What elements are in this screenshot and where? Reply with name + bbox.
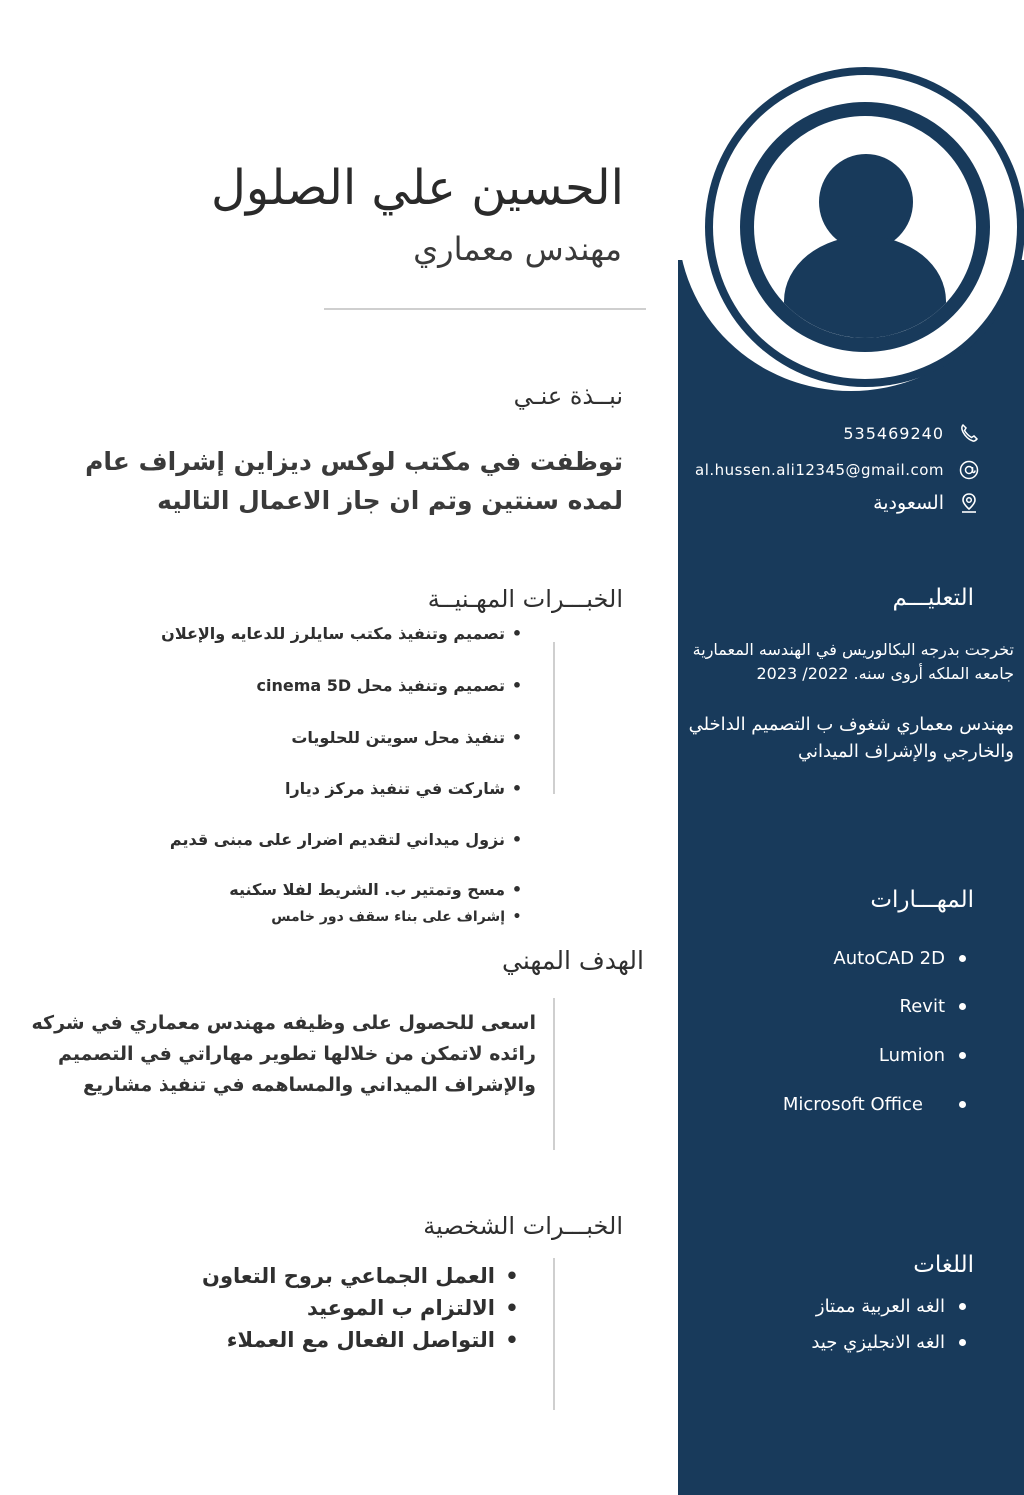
personal-divider	[553, 1258, 555, 1410]
page-title: الحسين علي الصلول	[211, 160, 624, 216]
goal-text: اسعى للحصول على وظيفه مهندس معماري في شركه رائده لاتمكن من خلالها تطوير مهاراتي في التصميم والإشراف الميداني والمساهمه في تنفيذ مشاريع	[31, 1012, 536, 1096]
list-item: • نزول ميداني لتقديم اضرار على مبنى قديم	[170, 830, 529, 849]
languages-heading: اللغات	[913, 1252, 974, 1278]
list-item: • تصميم وتنفيذ مكتب سايلرز للدعايه والإعلان	[161, 624, 529, 643]
skill-item: AutoCAD 2D	[833, 948, 966, 969]
goal-divider	[553, 998, 555, 1150]
language-item: الغه العربية ممتاز	[816, 1296, 966, 1317]
goal-heading: الهدف المهني	[502, 946, 644, 975]
education-text: تخرجت بدرجه البكالوريس في الهندسه المعمارية جامعه الملكه أروى سنه. 2022/ 2023	[692, 640, 1014, 683]
skills-heading: المهـــارات	[870, 887, 974, 913]
job-title: مهندس معماري	[413, 230, 622, 268]
avatar	[740, 102, 990, 352]
experience-heading: الخبـــرات المهـنيــة	[427, 585, 623, 613]
contact-email	[695, 459, 980, 481]
about-heading: نبــذة عنـي	[513, 382, 623, 410]
skill-item: Microsoft Office	[783, 1094, 966, 1115]
location-text: السعودية	[873, 492, 944, 514]
contact-location	[873, 492, 980, 514]
avatar-body-icon	[784, 236, 946, 352]
at-icon	[958, 459, 980, 481]
phone-icon	[958, 422, 980, 444]
contact-phone	[843, 422, 980, 444]
about-text: توظفت في مكتب لوكس ديزاين إشراف عام لمده سنتين وتم ان جاز الاعمال التاليه	[85, 447, 623, 515]
list-item: • الالتزام ب الموعيد	[307, 1296, 529, 1320]
skill-item: Revit	[900, 996, 966, 1017]
education-text-2: مهندس معماري شغوف ب التصميم الداخلي والخارجي والإشراف الميداني	[688, 714, 1014, 762]
list-item: • التواصل الفعال مع العملاء	[227, 1328, 529, 1352]
list-item: • شاركت في تنفيذ مركز ديارا	[285, 779, 529, 798]
experience-divider	[553, 642, 555, 794]
list-item: • تصميم وتنفيذ محل cinema 5D	[257, 676, 529, 695]
list-item: • مسح وتمتير ب. الشريط لفلا سكنيه	[229, 880, 529, 899]
list-item: • العمل الجماعي بروح التعاون	[202, 1264, 529, 1288]
header-divider	[324, 308, 646, 310]
personal-heading: الخبـــرات الشخصية	[423, 1212, 623, 1240]
email-address: al.hussen.ali12345@gmail.com	[695, 461, 944, 479]
language-item: الغه الانجليزي جيد	[811, 1332, 966, 1353]
location-pin-icon	[958, 492, 980, 514]
list-item: • إشراف على بناء سقف دور خامس	[271, 909, 529, 925]
phone-number: 535469240	[843, 423, 944, 443]
list-item: • تنفيذ محل سويتن للحلويات	[291, 728, 529, 747]
skill-item: Lumion	[879, 1045, 966, 1066]
education-heading: التعليـــم	[892, 585, 974, 611]
